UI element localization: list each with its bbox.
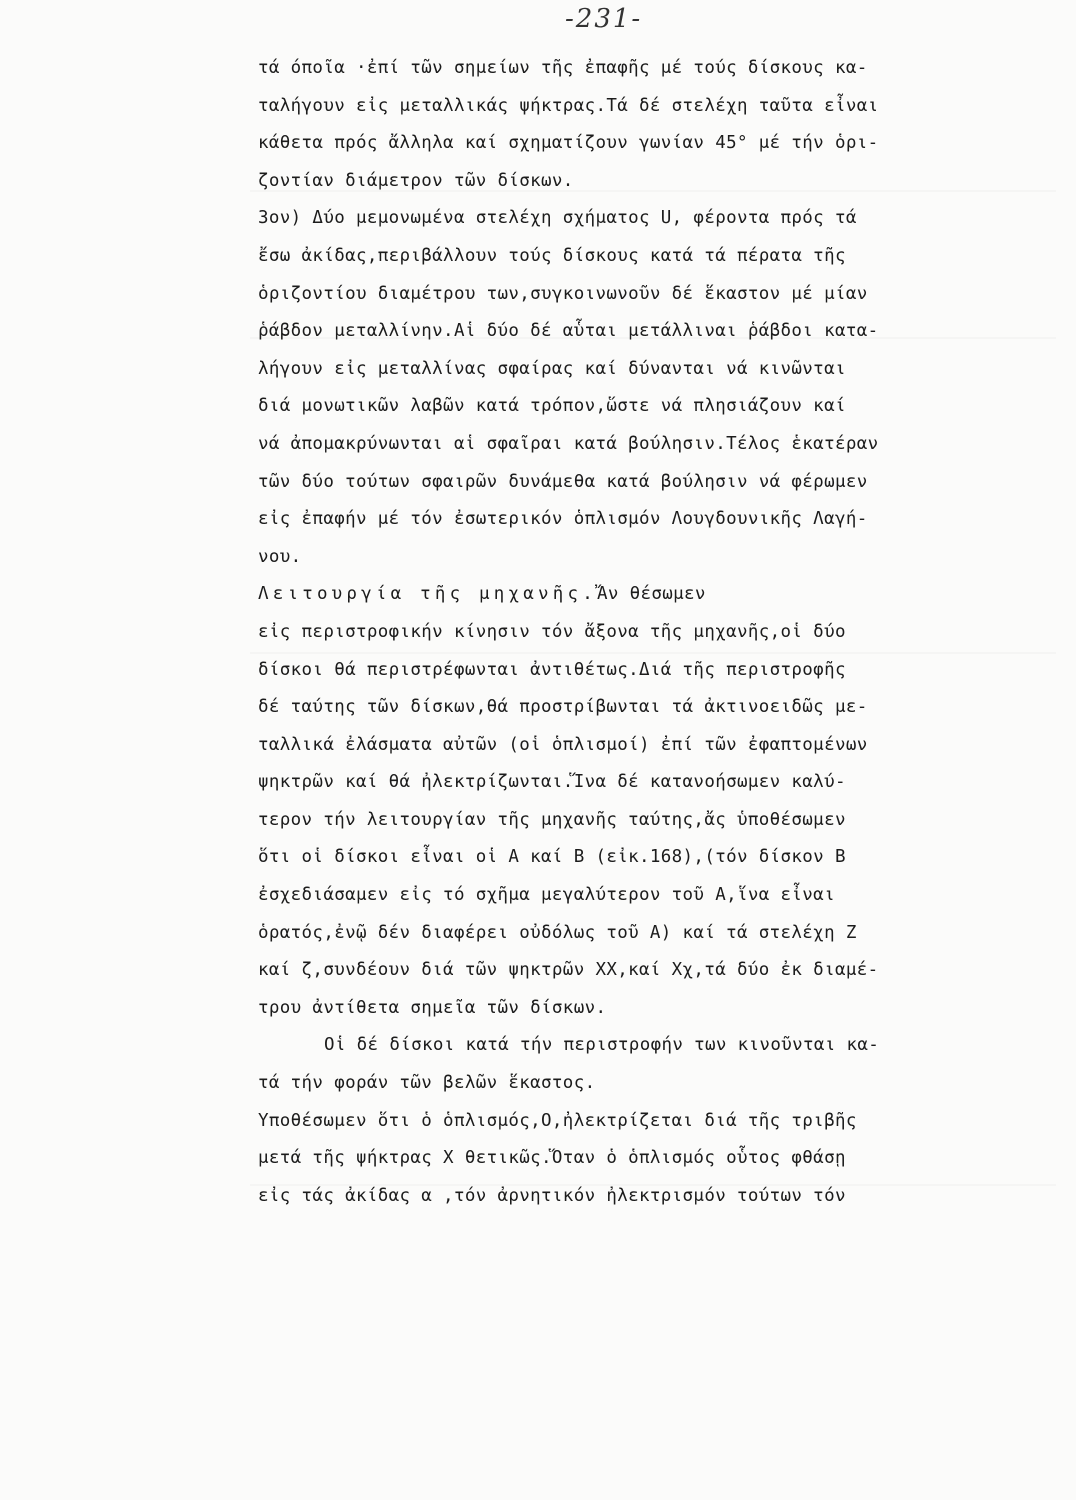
- text-line: δέ ταύτης τῶν δίσκων,θά προστρίβωνται τά ἀκτινοειδῶς με-: [258, 697, 868, 718]
- text-line: τρου ἀντίθετα σημεῖα τῶν δίσκων.: [258, 997, 607, 1018]
- text-line: κάθετα πρός ἄλληλα καί σχηματίζουν γωνίαν 45° μέ τήν ὁρι-: [258, 133, 879, 154]
- section-heading-line: [258, 576, 1048, 614]
- paragraph-first-line: Οἱ δέ δίσκοι κατά τήν περιστροφήν των κινοῦνται κα-: [324, 1035, 880, 1056]
- text-line: ὁριζοντίου διαμέτρου των,συγκοινωνοῦν δέ ἕκαστον μέ μίαν: [258, 283, 868, 304]
- text-line: ἔσω ἀκίδας,περιβάλλουν τούς δίσκους κατά τά πέρατα τῆς: [258, 245, 846, 266]
- page-number: -231-: [565, 4, 643, 34]
- text-line: διά μονωτικῶν λαβῶν κατά τρόπον,ὥστε νά πλησιάζουν καί: [258, 396, 846, 417]
- text-line: νά ἀπομακρύνωνται αἱ σφαῖραι κατά βούλησιν.Τέλος ἑκατέραν: [258, 433, 879, 454]
- text-line: τά όποῖα ·ἐπί τῶν σημείων τῆς ἐπαφῆς μέ τούς δίσκους κα-: [258, 58, 868, 78]
- text-line: ψηκτρῶν καί θά ἠλεκτρίζωνται.Ἵνα δέ κατανοήσωμεν καλύ-: [258, 772, 846, 793]
- text-line: εἰς περιστροφικήν κίνησιν τόν ἄξονα τῆς μηχανῆς,οἱ δύο: [258, 621, 846, 642]
- text-line: τερον τήν λειτουργίαν τῆς μηχανῆς ταύτης,ἄς ὑποθέσωμεν: [258, 809, 846, 830]
- text-line: καί ζ,συνδέουν διά τῶν ψηκτρῶν ΧΧ,καί Χχ,τά δύο ἐκ διαμέ-: [258, 960, 879, 981]
- text-line: ταλήγουν εἰς μεταλλικάς ψήκτρας.Τά δέ στελέχη ταῦτα εἶναι: [258, 95, 879, 116]
- text-line: εἰς ἐπαφήν μέ τόν ἐσωτερικόν ὁπλισμόν Λουγδουνικῆς Λαγή-: [258, 509, 868, 530]
- text-line: 3ον) Δύο μεμονωμένα στελέχη σχήματος U, φέροντα πρός τά: [258, 208, 857, 229]
- section-heading: Λειτουργία τῆς μηχανῆς.: [258, 584, 597, 605]
- text-line: ῥάβδον μεταλλίνην.Αἱ δύο δέ αὗται μετάλλιναι ῥάβδοι κατα-: [258, 321, 879, 342]
- text-line: τῶν δύο τούτων σφαιρῶν δυνάμεθα κατά βούλησιν νά φέρωμεν: [258, 471, 868, 492]
- typed-text-body: [258, 50, 1048, 1215]
- text-line: ζοντίαν διάμετρον τῶν δίσκων.: [258, 170, 574, 191]
- text-line: ἐσχεδιάσαμεν εἰς τό σχῆμα μεγαλύτερον τοῦ Α,ἵνα εἶναι: [258, 885, 835, 906]
- text-line: ὁρατός,ἐνῷ δέν διαφέρει οὐδόλως τοῦ Α) καί τά στελέχη Ζ: [258, 922, 857, 943]
- text-line: ταλλικά ἐλάσματα αὐτῶν (οἱ ὁπλισμοί) ἐπί τῶν ἐφαπτομένων: [258, 734, 868, 755]
- text-line: δίσκοι θά περιστρέφωνται ἀντιθέτως.Διά τῆς περιστροφῆς: [258, 659, 846, 680]
- text-line: τά τήν φοράν τῶν βελῶν ἕκαστος.: [258, 1073, 596, 1094]
- text-line: μετά τῆς ψήκτρας Χ θετικῶς.Ὅταν ὁ ὁπλισμός οὗτος φθάσῃ: [258, 1148, 846, 1169]
- text-line: νου.: [258, 546, 302, 567]
- text-line-continuation: Ἄν θέσωμεν: [596, 584, 706, 605]
- text-line: εἰς τάς ἀκίδας α ,τόν ἀρνητικόν ἠλεκτρισμόν τούτων τόν: [258, 1185, 846, 1206]
- text-line: ὅτι οἱ δίσκοι εἶναι οἱ Α καί Β (εἰκ.168),(τόν δίσκον Β: [258, 847, 846, 868]
- text-line: λήγουν εἰς μεταλλίνας σφαίρας καί δύνανται νά κινῶνται: [258, 358, 846, 379]
- text-line: Ὑποθέσωμεν ὅτι ὁ ὁπλισμός,Ο,ἠλεκτρίζεται διά τῆς τριβῆς: [258, 1110, 857, 1131]
